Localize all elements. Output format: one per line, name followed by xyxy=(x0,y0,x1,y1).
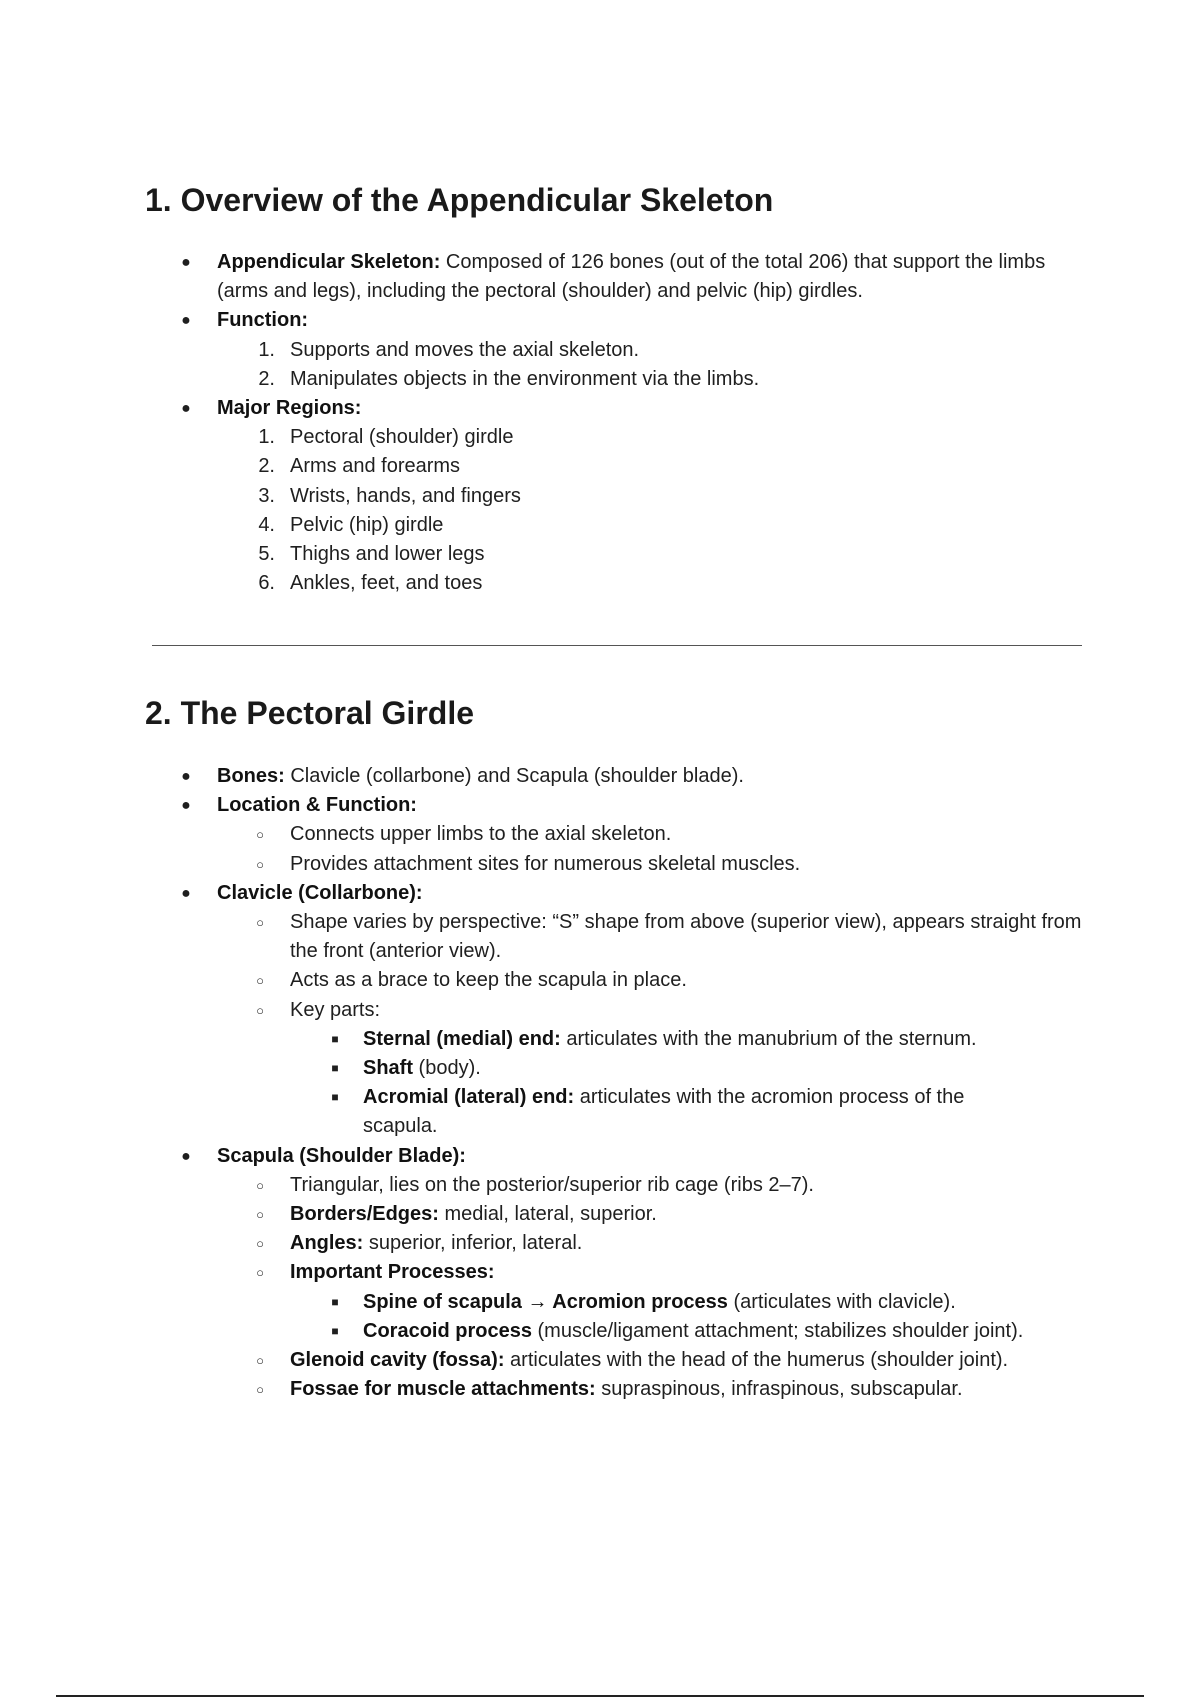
list-item-text: Connects upper limbs to the axial skeleton. xyxy=(290,823,672,846)
circle-bullet-icon: ○ xyxy=(256,856,264,872)
list-item-text: Shape varies by perspective: “S” shape from above (superior view), appears straight from the front (anterior view). xyxy=(290,911,1082,963)
list-item-function xyxy=(0,306,1200,335)
list-item xyxy=(0,850,1200,879)
term-text: articulates with the manubrium of the sternum. xyxy=(560,1027,977,1050)
bullet-icon: ● xyxy=(181,400,191,418)
list-item-text: Thighs and lower legs xyxy=(290,543,485,566)
term-label: Important Processes: xyxy=(290,1261,495,1284)
list-item xyxy=(0,452,1200,481)
square-bullet-icon: ■ xyxy=(331,1031,339,1046)
term-label: Shaft xyxy=(363,1057,413,1080)
term-text: superior, inferior, lateral. xyxy=(363,1232,583,1255)
circle-bullet-icon: ○ xyxy=(256,1353,264,1369)
list-item xyxy=(0,1317,1200,1346)
term-label: Location & Function: xyxy=(217,794,417,817)
footer-rule xyxy=(56,1695,1144,1697)
list-number: 4. xyxy=(258,513,275,536)
circle-bullet-icon: ○ xyxy=(256,1265,264,1281)
list-item-text: Key parts: xyxy=(290,998,381,1021)
term-text: articulates with the acromion process of the scapula. xyxy=(363,1086,965,1138)
bullet-icon: ● xyxy=(181,254,191,271)
list-item-text: Ankles, feet, and toes xyxy=(290,572,483,595)
square-bullet-icon: ■ xyxy=(331,1294,339,1309)
term-text: Clavicle (collarbone) and Scapula (shoulder blade). xyxy=(284,765,744,787)
list-item xyxy=(0,820,1200,849)
list-item xyxy=(0,1346,1200,1375)
term-label: Spine of scapula → Acromion process xyxy=(363,1290,728,1313)
term-label: Fossae for muscle attachments: xyxy=(290,1378,596,1401)
section-1-content xyxy=(0,248,1200,598)
term-label: Glenoid cavity (fossa): xyxy=(290,1349,505,1372)
bullet-icon: ● xyxy=(181,768,191,785)
list-item xyxy=(0,1083,1200,1141)
circle-bullet-icon: ○ xyxy=(256,1177,264,1193)
list-item xyxy=(0,423,1200,452)
term-text: medial, lateral, superior. xyxy=(438,1203,657,1226)
circle-bullet-icon: ○ xyxy=(256,827,264,843)
list-item-text: Acts as a brace to keep the scapula in place. xyxy=(290,969,687,992)
list-item xyxy=(0,996,1200,1025)
list-item xyxy=(0,1054,1200,1083)
term-label: Function: xyxy=(217,309,309,332)
square-bullet-icon: ■ xyxy=(331,1090,339,1105)
list-item-clavicle xyxy=(0,879,1200,908)
list-item xyxy=(0,1171,1200,1200)
term-label: Major Regions: xyxy=(217,397,362,420)
section-2-heading: 2. The Pectoral Girdle xyxy=(145,695,474,731)
term-label: Acromial (lateral) end: xyxy=(363,1086,575,1109)
list-item xyxy=(0,336,1200,365)
list-item-text: Provides attachment sites for numerous skeletal muscles. xyxy=(290,852,801,875)
list-number: 2. xyxy=(258,367,275,390)
term-label: Borders/Edges: xyxy=(290,1203,439,1226)
circle-bullet-icon: ○ xyxy=(256,1236,264,1252)
list-item-regions xyxy=(0,394,1200,423)
term-text: supraspinous, infraspinous, subscapular. xyxy=(595,1378,963,1401)
list-item xyxy=(0,1025,1200,1054)
list-item xyxy=(0,908,1200,966)
list-item xyxy=(0,569,1200,598)
list-item-text: Manipulates objects in the environment via the limbs. xyxy=(290,367,760,390)
list-number: 1. xyxy=(258,338,275,361)
list-item xyxy=(0,1375,1200,1404)
term-label: Bones: xyxy=(217,765,285,787)
term-label: Clavicle (Collarbone): xyxy=(217,881,423,904)
term-text: (articulates with clavicle). xyxy=(727,1290,956,1313)
bullet-icon: ● xyxy=(181,797,191,815)
section-1-heading: 1. Overview of the Appendicular Skeleton xyxy=(145,182,774,218)
term-label: Appendicular Skeleton: xyxy=(217,251,441,273)
list-item xyxy=(0,1229,1200,1258)
section-divider xyxy=(152,645,1082,646)
term-text: articulates with the head of the humerus (shoulder joint). xyxy=(504,1349,1009,1372)
list-number: 6. xyxy=(258,572,275,595)
bullet-icon: ● xyxy=(181,1147,191,1165)
list-item xyxy=(0,1288,1200,1317)
term-text: (body). xyxy=(413,1057,481,1080)
list-number: 2. xyxy=(258,455,275,478)
list-item xyxy=(0,966,1200,995)
term-label: Angles: xyxy=(290,1232,364,1255)
term-label: Coracoid process xyxy=(363,1319,532,1342)
list-number: 5. xyxy=(258,543,275,566)
list-item-text: Supports and moves the axial skeleton. xyxy=(290,338,640,361)
circle-bullet-icon: ○ xyxy=(256,973,264,989)
list-item xyxy=(0,540,1200,569)
list-number: 1. xyxy=(258,426,275,449)
list-item-text: Arms and forearms xyxy=(290,455,461,478)
circle-bullet-icon: ○ xyxy=(256,1382,264,1398)
list-item-text: Pectoral (shoulder) girdle xyxy=(290,426,514,449)
list-item xyxy=(0,482,1200,511)
list-item-text: Pelvic (hip) girdle xyxy=(290,513,444,536)
square-bullet-icon: ■ xyxy=(331,1323,339,1338)
term-text: Composed of 126 bones (out of the total 206) that support the limbs (arms and legs), including the pectoral (shoulder) and pelvic (hip) girdles. xyxy=(217,251,1046,303)
list-item-bones xyxy=(0,762,1200,791)
section-2-content xyxy=(0,762,1200,1404)
term-label: Sternal (medial) end: xyxy=(363,1027,561,1050)
term-label: Scapula (Shoulder Blade): xyxy=(217,1144,466,1167)
list-item xyxy=(0,1200,1200,1229)
list-item-scapula xyxy=(0,1142,1200,1171)
circle-bullet-icon: ○ xyxy=(256,1002,264,1018)
list-item xyxy=(0,511,1200,540)
square-bullet-icon: ■ xyxy=(331,1061,339,1076)
list-item-text: Wrists, hands, and fingers xyxy=(290,484,521,507)
circle-bullet-icon: ○ xyxy=(256,1207,264,1223)
list-item-location xyxy=(0,791,1200,820)
list-item xyxy=(0,1258,1200,1287)
term-text: (muscle/ligament attachment; stabilizes shoulder joint). xyxy=(531,1319,1024,1342)
list-item xyxy=(0,365,1200,394)
bullet-icon: ● xyxy=(181,312,191,330)
list-item-text: Triangular, lies on the posterior/superior rib cage (ribs 2–7). xyxy=(290,1173,814,1196)
bullet-icon: ● xyxy=(181,884,191,902)
list-item-appendicular xyxy=(0,248,1200,306)
circle-bullet-icon: ○ xyxy=(256,915,264,931)
list-number: 3. xyxy=(258,484,275,507)
